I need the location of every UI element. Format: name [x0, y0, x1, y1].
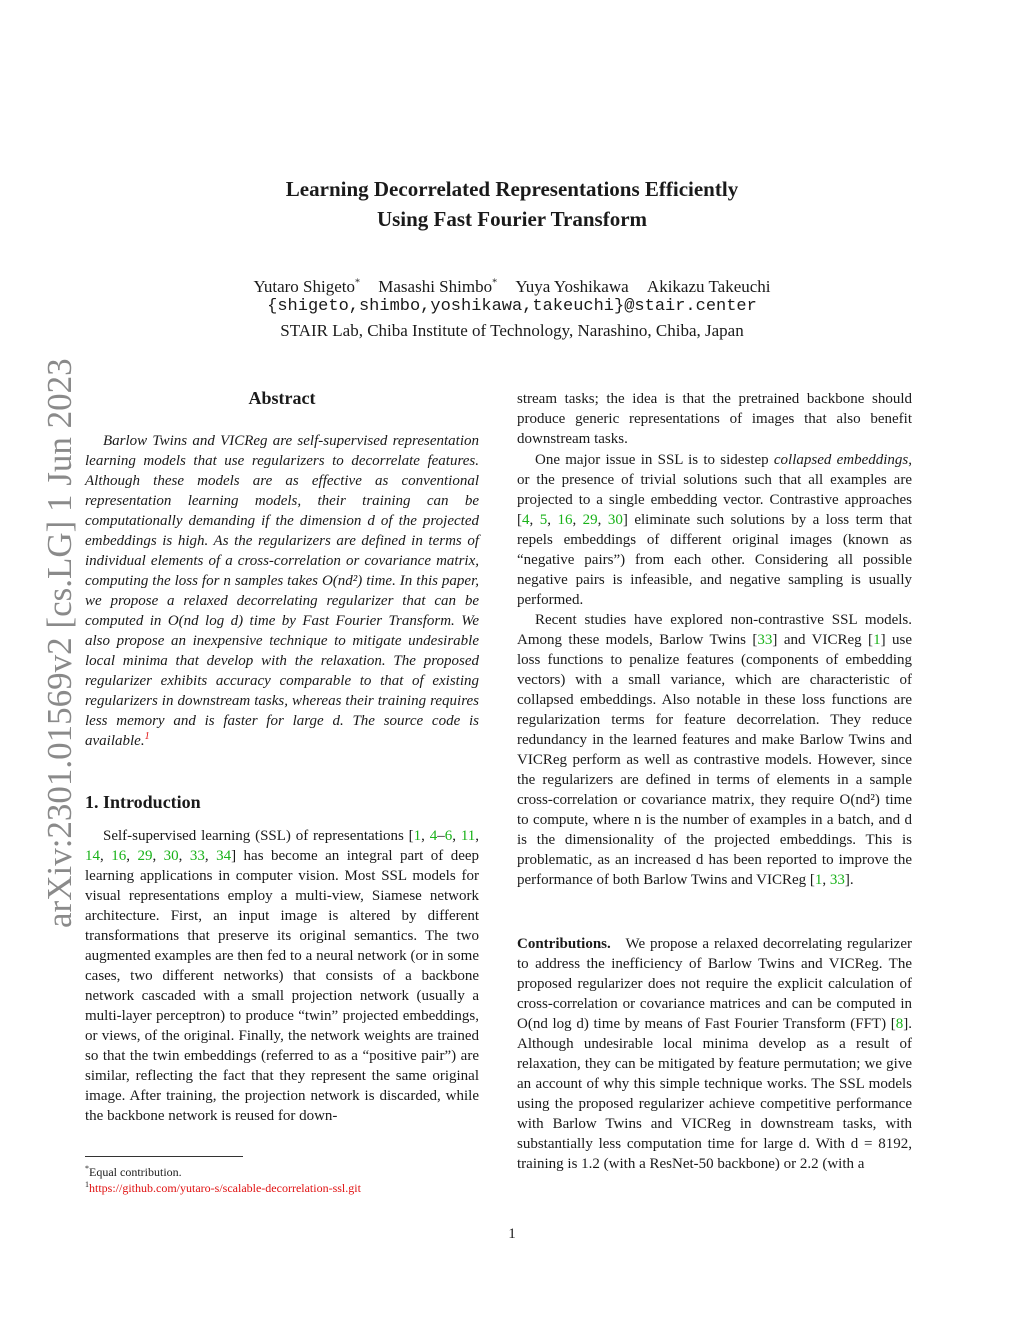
footnote-code-link: $^1$https://github.com/yutaro-s/scalable-decorrelation-ssl.git	[85, 1180, 361, 1195]
intro-paragraph: Self-supervised learning (SSL) of representations [1, 4–6, 11, 14, 16, 29, 30, 33, 34] has become an integral part of deep learning applications in computer vision. Most SSL models for visual representations employ a multi-view, Siamese network architecture. First, an input image is altered by different transformations that preserve its original semantics. The two augmented examples are then fed to a neural network (or in some cases, two different networks) that consists of a backbone network cascaded with a small projection network (usually a multi-layer perceptron) to produce “twin” projected embeddings, or views, of the original. Finally, the network weights are trained so that the twin embeddings (referred to as a “positive pair”) are similar, reflecting the fact that they represent the same original image. After training, the projection network is discarded, while the backbone network is reused for down-	[85, 828, 480, 1124]
section-heading-introduction: 1. Introduction	[85, 792, 201, 812]
page-number: 1	[508, 1226, 516, 1242]
title-line-1: Learning Decorrelated Representations Efficiently	[285, 177, 739, 201]
citation[interactable]: 4	[429, 828, 438, 844]
contributions-paragraph: Contributions. We propose a relaxed decorrelating regularizer to address the inefficiency of Barlow Twins and VICReg. The proposed regularizer does not require the explicit calculation of cross-correlation or covariance matrices and can be computed in O(nd log d) time by means of Fast Fourier Transform (FFT) [8]. Although undesirable local minima develop as a result of relaxation, they can be mitigated by feature permutation; we give an account of why this simple technique works. The SSL models using the proposed regularizer achieve competitive performance with Barlow Twins and VICReg in downstream tasks, with substantially less computation time for large d. With d = 8192, training is 1.2 (with a ResNet-50 backbone) or 2.2 (with a	[517, 936, 912, 1172]
citation[interactable]: 30	[607, 512, 623, 528]
citation[interactable]: 1	[873, 632, 881, 648]
author: Yuya Yoshikawa	[515, 276, 629, 296]
citation[interactable]: 5	[539, 512, 548, 528]
author: Akikazu Takeuchi	[646, 276, 771, 296]
right-paragraph-1: One major issue in SSL is to sidestep collapsed embeddings, or the presence of trivial solutions such that all examples are projected to a single embedding vector. Contrastive approaches [4, 5, 16, 29, 30] eliminate such solutions by a loss term that repels embeddings of different original images (known as “negative pairs”) from each other. Considering all possible negative pairs is infeasible, and negative sampling is usually performed.	[517, 452, 913, 608]
citation[interactable]: 29	[137, 848, 153, 864]
footnote-ref[interactable]: 1	[144, 731, 150, 742]
abstract-heading: Abstract	[248, 388, 316, 408]
code-url-link[interactable]: https://github.com/yutaro-s/scalable-decorrelation-ssl.git	[89, 1181, 361, 1195]
right-paragraph-2: Recent studies have explored non-contrastive SSL models. Among these models, Barlow Twins [33] and VICReg [1] use loss functions to penalize features (components of embedding vectors) with a small variance, which are characteristic of collapsed embeddings. Also notable in these loss functions are regularization terms for feature decorrelation. They reduce redundancy in the learned features and make Barlow Twins and VICReg perform as well as contrastive models. However, since the regularizers are defined in terms of elements in a sample cross-correlation or covariance matrix, they require O(nd²) time to compute, where n is the number of examples in a batch, and d is the dimensionality of the projected embeddings. This is problematic, as an increased d has been reported to improve the performance of both Barlow Twins and VICReg [1, 33].	[517, 612, 912, 888]
abstract-body	[85, 431, 479, 751]
citation[interactable]: 1	[413, 828, 422, 844]
citation[interactable]: 4	[522, 512, 530, 528]
citation[interactable]: 34	[216, 848, 232, 864]
citation[interactable]: 8	[895, 1016, 904, 1032]
abstract-text: Barlow Twins and VICReg are self-supervised representation learning models that use regularizers to decorrelate features. Although these models are as effective as conventional representation learning models, their training can be computationally demanding if the dimension d of the projected embeddings is high. As the regularizers are defined in terms of individual elements of a cross-correlation or covariance matrix, computing the loss for n samples takes O(nd²) time. In this paper, we propose a relaxed decorrelating regularizer that can be computed in O(nd log d) time by Fast Fourier Transform. We also propose an inexpensive technique to mitigate undesirable local minima that develop with the relaxation. The proposed regularizer exhibits accuracy comparable to that of existing regularizers in downstream tasks, whereas their training requires less memory and is faster for large d. The source code is available.	[85, 433, 479, 749]
affiliation: STAIR Lab, Chiba Institute of Technology, Narashino, Chiba, Japan	[280, 321, 744, 340]
footnote-rule	[85, 1156, 243, 1157]
citation[interactable]: 33	[829, 872, 845, 888]
author: Masashi Shimbo*	[378, 276, 498, 296]
title-line-2: Using Fast Fourier Transform	[376, 207, 648, 231]
citation[interactable]: 16	[111, 848, 127, 864]
paper-title	[0, 174, 1024, 234]
citation[interactable]: 33	[757, 632, 773, 648]
author-emails: {shigeto,shimbo,yoshikawa,takeuchi}@stair.center	[267, 297, 757, 316]
citation[interactable]: 33	[189, 848, 205, 864]
author: Yutaro Shigeto*	[253, 276, 361, 296]
citation[interactable]: 30	[163, 848, 179, 864]
citation[interactable]: 16	[557, 512, 573, 528]
arxiv-stamp	[20, 358, 79, 928]
citation[interactable]: 6	[444, 828, 453, 844]
citation[interactable]: 1	[814, 872, 823, 888]
footnote-equal-contribution: *Equal contribution.	[85, 1164, 182, 1179]
contributions-label: Contributions.	[517, 936, 611, 952]
citation[interactable]: 14	[85, 848, 100, 864]
arxiv-id: arXiv:2301.01569v2 [cs.LG] 1 Jun 2023	[40, 358, 79, 928]
citation[interactable]: 11	[460, 828, 476, 844]
citation[interactable]: 29	[582, 512, 598, 528]
right-paragraph-0: stream tasks; the idea is that the pretrained backbone should produce generic representations of images that also benefit downstream tasks.	[517, 391, 912, 447]
